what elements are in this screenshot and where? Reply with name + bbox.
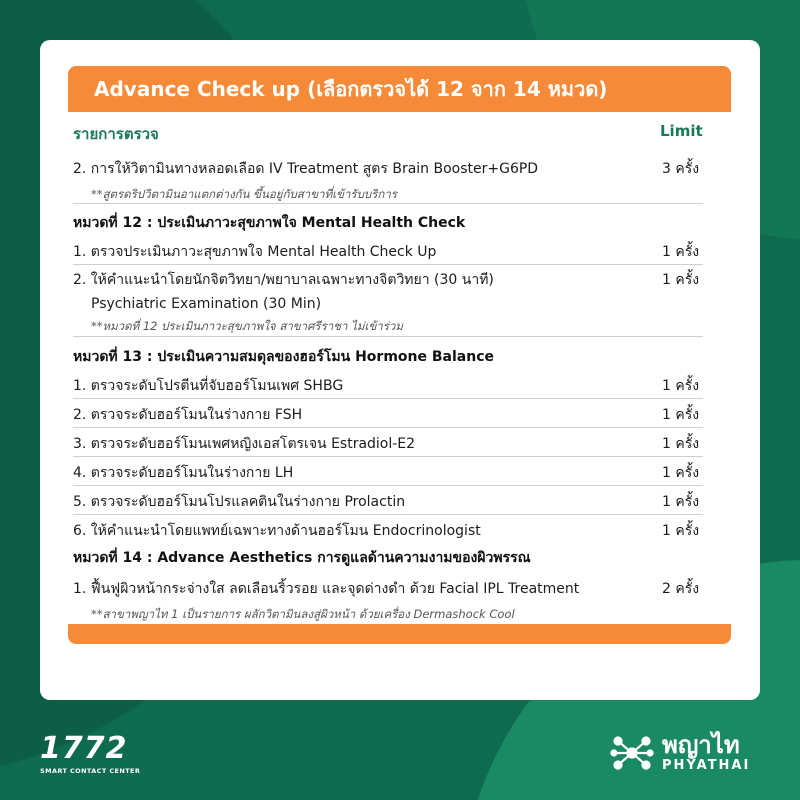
list-item [73,520,703,544]
item-label: 1. ตรวจประเมินภาวะสุขภาพใจ Mental Health Check Up [73,244,437,260]
list-item [73,158,703,204]
item-label: 3. ตรวจระดับฮอร์โมนเพศหญิงเอสโตรเจน Estradiol-E2 [73,436,416,452]
item-limit: 1 ครั้ง [662,378,700,394]
phyathai-molecule-icon [610,733,654,773]
list-item [73,404,703,428]
section-title: หมวดที่ 14 : Advance Aesthetics การดูแลด้านความงามของผิวพรรณ [73,550,531,566]
item-label: 1. ฟื้นฟูผิวหน้ากระจ่างใส ลดเลือนริ้วรอย และจุดด่างดำ ด้วย Facial IPL Treatment [73,581,580,597]
item-limit: 1 ครั้ง [662,494,700,510]
item-label: 2. ตรวจระดับฮอร์โมนในร่างกาย FSH [73,407,303,423]
item-limit: 1 ครั้ง [662,436,700,452]
item-label: 1. ตรวจระดับโปรตีนที่จับฮอร์โมนเพศ SHBG [73,378,344,394]
list-item [73,269,703,337]
section-title: หมวดที่ 13 : ประเมินความสมดุลของฮอร์โมน Hormone Balance [73,349,494,365]
item-label: 2. ให้คำแนะนำโดยนักจิตวิทยา/พยาบาลเฉพาะทางจิตวิทยา (30 นาที) [73,272,494,288]
item-note: **สูตรดริปวิตามินอาแตกต่างกัน ขึ้นอยู่กับสาขาที่เข้ารับบริการ [91,187,397,201]
item-note: **หมวดที่ 12 ประเมินภาวะสุขภาพใจ สาขาศรีราชา ไม่เข้าร่วม [91,319,403,333]
item-limit: 2 ครั้ง [662,581,700,597]
list-item [73,433,703,457]
hotline-number: 1772 [40,731,128,766]
page-title: Advance Check up (เลือกตรวจได้ 12 จาก 14 หมวด) [94,77,608,101]
brand-logo [610,732,750,773]
header-bar [68,66,731,112]
checkup-card [40,40,760,700]
brand-name-english: PHYATHAI [662,758,751,773]
column-header-limit: Limit [660,122,703,140]
item-limit: 1 ครั้ง [662,244,700,260]
item-label-line2: Psychiatric Examination (30 Min) [91,296,322,312]
item-label: 4. ตรวจระดับฮอร์โมนในร่างกาย LH [73,465,294,481]
list-item [73,578,703,622]
footer-bar [68,624,731,644]
item-limit: 1 ครั้ง [662,272,700,288]
list-item [73,491,703,515]
item-note: **สาขาพญาไท 1 เป็นรายการ ผลักวิตามินลงสู่ผิวหน้า ด้วยเครื่อง Dermashock Cool [91,607,515,621]
list-item [73,462,703,486]
column-header-items: รายการตรวจ [73,125,159,143]
item-limit: 1 ครั้ง [662,407,700,423]
item-label: 2. การให้วิตามินทางหลอดเลือด IV Treatment สูตร Brain Booster+G6PD [73,161,539,177]
item-limit: 1 ครั้ง [662,465,700,481]
item-label: 6. ให้คำแนะนำโดยแพทย์เฉพาะทางด้านฮอร์โมน Endocrinologist [73,523,481,539]
item-label: 5. ตรวจระดับฮอร์โมนโปรแลคตินในร่างกาย Prolactin [73,494,406,510]
list-item [73,375,703,399]
section-title: หมวดที่ 12 : ประเมินภาวะสุขภาพใจ Mental Health Check [73,215,466,231]
hotline-caption: SMART CONTACT CENTER [40,767,141,775]
hotline-logo [40,731,141,775]
list-item [73,241,703,265]
item-limit: 1 ครั้ง [662,523,700,539]
item-limit: 3 ครั้ง [662,161,700,177]
brand-name-thai: พญาไท [662,731,740,759]
